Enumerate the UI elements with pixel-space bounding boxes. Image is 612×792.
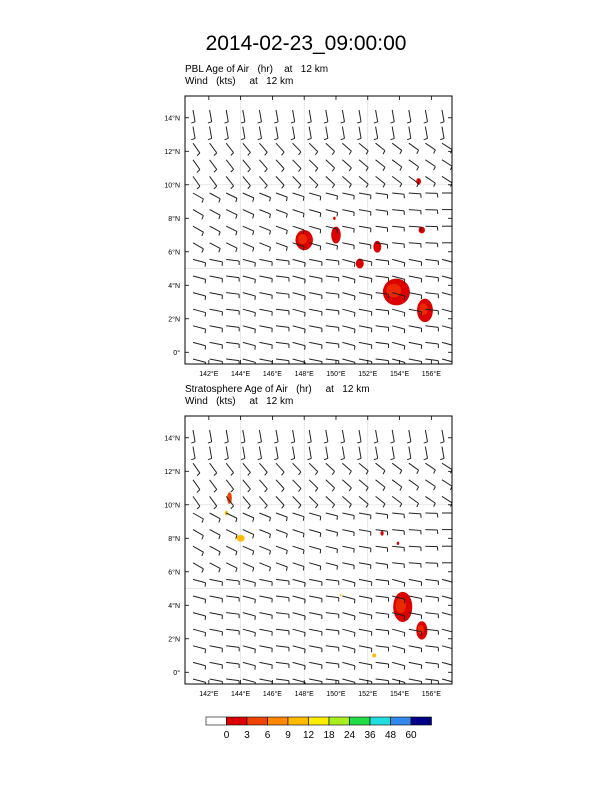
colorbar-label: 24 xyxy=(343,730,356,741)
lon-tick-label: 146°E xyxy=(262,371,282,378)
lat-tick-label: 14°N xyxy=(164,435,180,443)
bottom-panel-wind-label: Wind (kts) at 12 km xyxy=(185,396,294,407)
colorbar-swatch xyxy=(288,717,309,725)
colorbar-label: 0 xyxy=(223,730,230,741)
lon-tick-label: 156°E xyxy=(421,371,441,378)
colorbar-label: 48 xyxy=(384,730,397,741)
lat-tick-label: 10°N xyxy=(164,182,180,190)
top-panel-wind-label: Wind (kts) at 12 km xyxy=(185,76,294,87)
lon-tick-label: 154°E xyxy=(389,371,410,378)
lon-tick-label: 154°E xyxy=(389,691,410,698)
lat-tick-label: 14°N xyxy=(164,115,180,123)
lat-tick-label: 6°N xyxy=(168,249,180,257)
lat-tick-label: 8°N xyxy=(168,215,180,223)
lon-tick-label: 152°E xyxy=(358,371,378,378)
colorbar-swatch xyxy=(227,717,248,725)
colorbar-swatch xyxy=(391,717,412,725)
lon-tick-label: 148°E xyxy=(294,371,314,378)
lat-tick-label: 12°N xyxy=(164,148,180,156)
lat-tick-label: 6°N xyxy=(168,569,180,577)
colorbar-label: 6 xyxy=(264,730,271,741)
lon-tick-label: 148°E xyxy=(294,691,314,698)
lat-tick-label: 4°N xyxy=(168,282,180,290)
lat-tick-label: 12°N xyxy=(164,468,180,476)
colorbar-label: 60 xyxy=(405,730,417,741)
lon-tick-label: 150°E xyxy=(326,691,346,698)
page-title: 2014-02-23_09:00:00 xyxy=(205,32,407,55)
colorbar-label: 36 xyxy=(364,730,376,741)
colorbar-label: 9 xyxy=(285,730,291,741)
lat-tick-label: 0° xyxy=(173,349,180,357)
colorbar-swatch xyxy=(370,717,391,725)
colorbar-swatch xyxy=(268,717,289,725)
lon-tick-label: 150°E xyxy=(326,371,346,378)
lat-tick-label: 2°N xyxy=(168,636,180,644)
lat-tick-label: 10°N xyxy=(164,502,180,510)
colorbar-swatch xyxy=(247,717,268,725)
lon-tick-label: 146°E xyxy=(262,691,282,698)
lat-tick-label: 0° xyxy=(173,669,180,677)
lon-tick-label: 144°E xyxy=(231,371,251,378)
colorbar-swatch xyxy=(329,717,350,725)
lat-tick-label: 8°N xyxy=(168,535,180,543)
lon-tick-label: 142°E xyxy=(199,371,219,378)
lon-tick-label: 144°E xyxy=(231,691,251,698)
lat-tick-label: 2°N xyxy=(168,316,180,324)
colorbar-label: 12 xyxy=(302,730,315,741)
lat-tick-label: 4°N xyxy=(168,602,180,610)
top-panel-variable-label: PBL Age of Air (hr) at 12 km xyxy=(185,64,329,75)
colorbar-label: 3 xyxy=(244,730,250,741)
colorbar-swatch xyxy=(350,717,371,725)
colorbar-swatch xyxy=(206,717,227,725)
colorbar-label: 18 xyxy=(323,730,335,741)
colorbar-swatch xyxy=(309,717,330,725)
colorbar-swatch xyxy=(411,717,432,725)
lon-tick-label: 142°E xyxy=(199,691,219,698)
bottom-panel-variable-label: Stratosphere Age of Air (hr) at 12 km xyxy=(185,384,370,395)
lon-tick-label: 156°E xyxy=(421,691,441,698)
lon-tick-label: 152°E xyxy=(358,691,378,698)
